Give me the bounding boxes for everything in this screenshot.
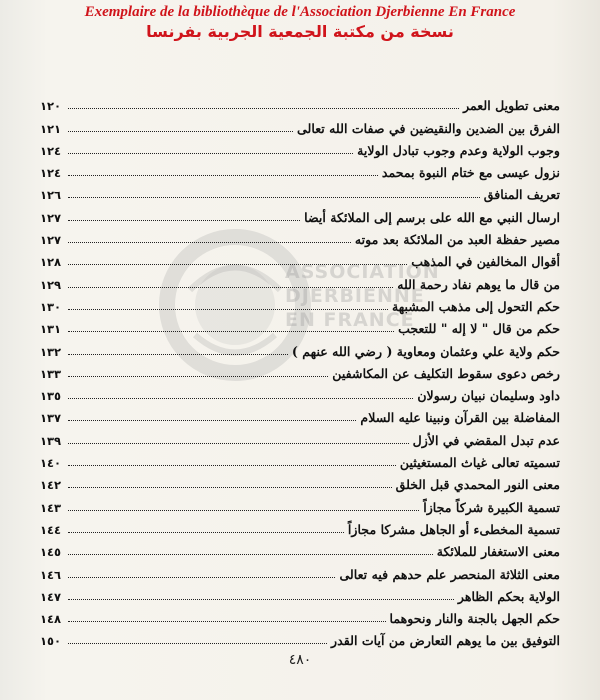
library-stamp-french: Exemplaire de la bibliothèque de l'Association Djerbienne En France (84, 4, 516, 20)
toc-entry-title: مصير حفظة العبد من الملائكة بعد موته (354, 232, 560, 248)
toc-entry-title: تسميته تعالى غياث المستغيثين (399, 455, 560, 471)
toc-dot-leader (68, 465, 396, 466)
toc-entry (40, 359, 560, 381)
toc-entry-page: ١٣٢ (40, 344, 62, 359)
toc-entry-page: ١٤٦ (40, 567, 62, 582)
toc-dot-leader (68, 131, 293, 132)
toc-entry-page: ١٢٧ (40, 233, 62, 248)
toc-entry (40, 336, 560, 358)
toc-entry-title: معنى الثلاثة المنحصر علم حدهم فيه تعالى (339, 566, 560, 582)
toc-entry (40, 537, 560, 559)
toc-entry-title: معنى النور المحمدي قبل الخلق (395, 477, 560, 493)
toc-entry (40, 425, 560, 447)
toc-entry-title: وجوب الولاية وعدم وجوب تبادل الولاية (357, 142, 560, 158)
toc-entry (40, 269, 560, 291)
toc-dot-leader (68, 175, 378, 176)
toc-entry-title: معنى تطويل العمر (463, 98, 560, 114)
toc-entry-title: أقوال المخالفين في المذهب (411, 254, 560, 270)
toc-entry-page: ١٣٠ (40, 299, 62, 314)
toc-dot-leader (68, 621, 386, 622)
toc-entry (40, 448, 560, 470)
library-stamp-arabic: نسخة من مكتبة الجمعية الجربية بفرنسا (146, 22, 454, 41)
toc-entry (40, 582, 560, 604)
toc-entry-page: ١٤٧ (40, 589, 62, 604)
toc-dot-leader (68, 376, 328, 377)
toc-entry-title: داود وسليمان نبيان رسولان (417, 388, 560, 404)
toc-entry-page: ١٤٣ (40, 500, 62, 515)
toc-entry-title: تعريف المنافق (483, 187, 560, 203)
toc-entry-page: ١٤٥ (40, 545, 62, 560)
toc-entry-page: ١٢٧ (40, 210, 62, 225)
toc-dot-leader (68, 220, 300, 221)
toc-dot-leader (68, 331, 394, 332)
toc-entry-title: نزول عيسى مع ختام النبوة بمحمد (381, 165, 560, 181)
toc-entry-title: من قال ما يوهم نفاد رحمة الله (397, 276, 560, 292)
toc-entry-title: تسمية المخطىء أو الجاهل مشركا مجازاً (347, 521, 560, 537)
toc-entry-title: ارسال النبي مع الله على برسم إلى الملائكة أيضا (304, 209, 560, 225)
toc-dot-leader (68, 599, 454, 600)
toc-dot-leader (68, 242, 351, 243)
toc-entry-page: ١٤٢ (40, 478, 62, 493)
toc-entry-page: ١٢٤ (40, 166, 62, 181)
toc-entry (40, 225, 560, 247)
toc-entry (40, 136, 560, 158)
toc-dot-leader (68, 153, 353, 154)
toc-entry-title: عدم تبدل المقضي في الأزل (412, 432, 560, 448)
toc-entry (40, 180, 560, 202)
toc-entry-page: ١٤٨ (40, 612, 62, 627)
toc-entry-title: حكم من قال " لا إله " للتعجب (398, 321, 560, 337)
toc-entry-page: ١٢٩ (40, 277, 62, 292)
toc-entry-title: حكم الجهل بالجنة والنار ونحوهما (389, 611, 560, 627)
toc-entry-title: تسمية الكبيرة شركاً مجازاً (423, 499, 560, 515)
toc-entry-page: ١٢٠ (40, 99, 62, 114)
toc-entry (40, 91, 560, 113)
toc-entry (40, 113, 560, 135)
toc-entry-page: ١٣١ (40, 322, 62, 337)
toc-entry (40, 158, 560, 180)
toc-entry (40, 515, 560, 537)
toc-entry (40, 247, 560, 269)
toc-dot-leader (68, 420, 356, 421)
toc-entry-title: حكم ولاية علي وعثمان ومعاوية ( رضي الله عنهم ) (291, 343, 560, 359)
toc-entry-page: ١٣٩ (40, 433, 62, 448)
toc-dot-leader (68, 532, 344, 533)
toc-entry-page: ١٢٤ (40, 143, 62, 158)
toc-dot-leader (68, 510, 419, 511)
toc-entry (40, 292, 560, 314)
toc-dot-leader (68, 197, 480, 198)
toc-entry-page: ١٣٣ (40, 366, 62, 381)
toc-entry (40, 314, 560, 336)
toc-entry-page: ١٣٥ (40, 389, 62, 404)
toc-entry-page: ١٢٨ (40, 255, 62, 270)
toc-entry-title: الفرق بين الضدين والنقيضين في صفات الله تعالى (297, 120, 560, 136)
toc-entry (40, 202, 560, 224)
toc-dot-leader (68, 554, 433, 555)
toc-entry-page: ١٤٤ (40, 522, 62, 537)
toc-entry-title: التوفيق بين ما يوهم التعارض من آيات القدر (331, 633, 560, 649)
toc-entry-page: ١٢١ (40, 121, 62, 136)
toc-entry-page: ١٤٠ (40, 456, 62, 471)
toc-dot-leader (68, 443, 409, 444)
toc-dot-leader (68, 309, 388, 310)
toc-entry (40, 626, 560, 648)
page-number: ٤٨٠ (288, 652, 312, 668)
toc-entry-title: المفاضلة بين القرآن ونبينا عليه السلام (360, 410, 560, 426)
toc-entry (40, 604, 560, 626)
toc-entry-page: ١٥٠ (40, 634, 62, 649)
toc-entry-page: ١٣٧ (40, 411, 62, 426)
toc-entry-title: رخص دعوى سقوط التكليف عن المكاشفين (332, 365, 560, 381)
toc-dot-leader (68, 398, 413, 399)
toc-dot-leader (68, 354, 288, 355)
toc-dot-leader (68, 108, 459, 109)
toc-entry (40, 492, 560, 514)
toc-entry-title: الولاية بحكم الظاهر (457, 588, 560, 604)
watermark-line-1: ASSOCIATION (285, 261, 440, 283)
toc-entry (40, 559, 560, 581)
toc-dot-leader (68, 264, 407, 265)
toc-entry-page: ١٢٦ (40, 188, 62, 203)
toc-dot-leader (68, 643, 327, 644)
watermark-line-2: DJERBIENNE (285, 285, 425, 307)
table-of-contents (40, 91, 560, 648)
toc-entry (40, 470, 560, 492)
toc-entry-title: حكم التحول إلى مذهب المشبهة (392, 298, 560, 314)
toc-entry (40, 381, 560, 403)
watermark-line-3: EN FRANCE (285, 309, 415, 331)
toc-entry-title: معنى الاستغفار للملائكة (436, 544, 560, 560)
toc-dot-leader (68, 577, 335, 578)
toc-entry (40, 403, 560, 425)
toc-dot-leader (68, 287, 393, 288)
toc-dot-leader (68, 487, 392, 488)
